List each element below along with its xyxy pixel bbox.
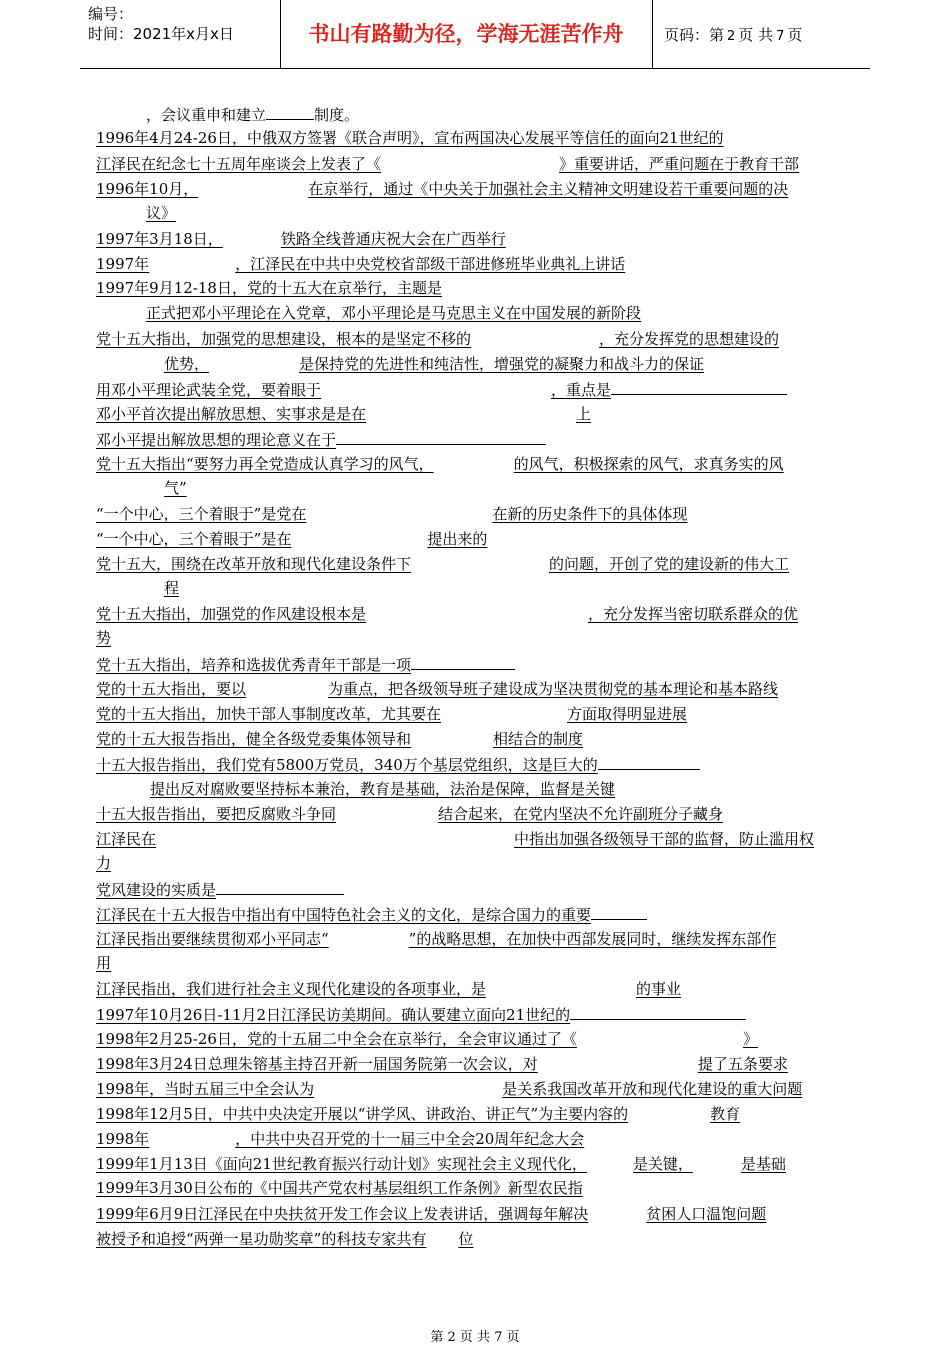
page-mid: 页 共: [738, 26, 774, 44]
page-current: 2: [727, 29, 736, 44]
text-line: 十五大报告指出，我们党有5800万党员，340万个基层党组织，这是巨大的: [96, 754, 700, 775]
text-line: 十五大报告指出，要把反腐败斗争同 结合起来，在党内坚决不允许副班分子藏身: [96, 805, 724, 823]
text-line: 议》: [146, 204, 177, 222]
text-line: 优势， 是保持党的先进性和纯洁性，增强党的凝聚力和战斗力的保证: [164, 355, 705, 373]
text-line: 1999年3月30日公布的《中国共产党农村基层组织工作条例》新型农民指: [96, 1179, 583, 1197]
time-label: 时间：2021年x月x日: [88, 25, 234, 43]
text-line: 程: [164, 579, 180, 597]
page-total: 7: [776, 29, 785, 44]
text-line: 江泽民在十五大报告中指出有中国特色社会主义的文化，是综合国力的重要: [96, 904, 647, 925]
text-line: 党十五大，围绕在改革开放和现代化建设条件下 的问题，开创了党的建设新的伟大工: [96, 555, 790, 573]
text-line: 江泽民指出要继续贯彻邓小平同志“ ”的战略思想，在加快中西部发展同时，继续发挥东部作: [96, 930, 777, 948]
text-line: 提出反对腐败要坚持标本兼治，教育是基础，法治是保障，监督是关键: [150, 780, 616, 798]
text-line: 1997年3月18日， 铁路全线普通庆祝大会在广西举行: [96, 230, 506, 248]
text-line: 江泽民在纪念七十五周年座谈会上发表了《 》重要讲话，严重问题在于教育干部: [96, 155, 800, 173]
text-line: 1996年10月， 在京举行，通过《中央关于加强社会主义精神文明建设若干重要问题的决: [96, 180, 789, 198]
text-line: “一个中心，三个着眼于”是在 提出来的: [96, 530, 488, 548]
text-line: 1998年2月25-26日，党的十五届二中全会在京举行，全会审议通过了《 》: [96, 1030, 758, 1048]
text-line: 党十五大指出，加强党的作风建设根本是 ，充分发挥当密切联系群众的优: [96, 605, 799, 623]
text-line: 被授予和追授“两弹一星功勋奖章”的科技专家共有 位: [96, 1230, 474, 1248]
text-line: 江泽民在 中指出加强各级领导干部的监督，防止滥用权: [96, 830, 815, 848]
text-line: 力: [96, 854, 112, 872]
text-line: 正式把邓小平理论在入党章，邓小平理论是马克思主义在中国发展的新阶段: [146, 304, 642, 322]
text-line: 1999年6月9日江泽民在中央扶贫开发工作会议上发表讲话，强调每年解决 贫困人口温饱问题: [96, 1205, 767, 1223]
page-prefix: 页码：第: [664, 26, 725, 44]
text-line: 1998年 ，中共中央召开党的十一届三中全会20周年纪念大会: [96, 1130, 585, 1148]
text-line: 1997年9月12-18日，党的十五大在京举行，主题是: [96, 279, 442, 297]
text-line: ，会议重申和建立 制度。: [146, 106, 360, 124]
text-line: “一个中心，三个着眼于”是党在 在新的历史条件下的具体体现: [96, 505, 688, 523]
text-line: 势: [96, 629, 112, 647]
text-line: 党的十五大指出，要以 为重点，把各级领导班子建设成为坚决贯彻党的基本理论和基本路线: [96, 680, 779, 698]
text-line: 用: [96, 954, 112, 972]
text-line: 邓小平首次提出解放思想、实事求是是在 上: [96, 405, 592, 423]
text-line: 江泽民指出，我们进行社会主义现代化建设的各项事业，是 的事业: [96, 980, 682, 998]
text-line: 党十五大指出，加强党的思想建设，根本的是坚定不移的 ，充分发挥党的思想建设的: [96, 330, 780, 348]
text-line: 党十五大指出，培养和选拔优秀青年干部是一项: [96, 654, 515, 675]
page-suffix: 页: [787, 26, 803, 44]
text-line: 1997年10月26日-11月2日江泽民访美期间。确认要建立面向21世纪的: [96, 1004, 746, 1025]
text-line: 党的十五大指出，加快干部人事制度改革，尤其要在 方面取得明显进展: [96, 705, 688, 723]
text-line: 党十五大指出“要努力再全党造成认真学习的风气， 的风气，积极探索的风气，求真务实的风: [96, 455, 784, 473]
page-footer: 第 2 页 共 7 页: [430, 1330, 520, 1345]
text-line: 1998年12月5日，中共中央决定开展以“讲学风、讲政治、讲正气”为主要内容的 教育: [96, 1105, 741, 1123]
text-line: 邓小平提出解放思想的理论意义在于: [96, 429, 546, 450]
text-line: 用邓小平理论武装全党，要着眼于 ，重点是: [96, 379, 787, 400]
number-label: 编号：: [88, 5, 134, 23]
text-line: 党风建设的实质是: [96, 879, 344, 900]
text-line: 1998年3月24日总理朱镕基主持召开新一届国务院第一次会议，对 提了五条要求: [96, 1055, 788, 1073]
text-line: 1996年4月24-26日，中俄双方签署《联合声明》，宣布两国决心发展平等信任的面向21世纪的: [96, 129, 724, 147]
text-line: 1998年，当时五届三中全会认为 是关系我国改革开放和现代化建设的重大问题: [96, 1080, 803, 1098]
text-line: 气”: [164, 479, 187, 497]
text-line: 1999年1月13日《面向21世纪教育振兴行动计划》实现社会主义现代化， 是关键， 是基础: [96, 1155, 786, 1173]
text-line: 党的十五大报告指出，健全各级党委集体领导和 相结合的制度: [96, 730, 584, 748]
header-motto: 书山有路勤为径，学海无涯苦作舟: [308, 22, 624, 46]
text-line: 1997年 ，江泽民在中共中央党校省部级干部进修班毕业典礼上讲话: [96, 255, 626, 273]
